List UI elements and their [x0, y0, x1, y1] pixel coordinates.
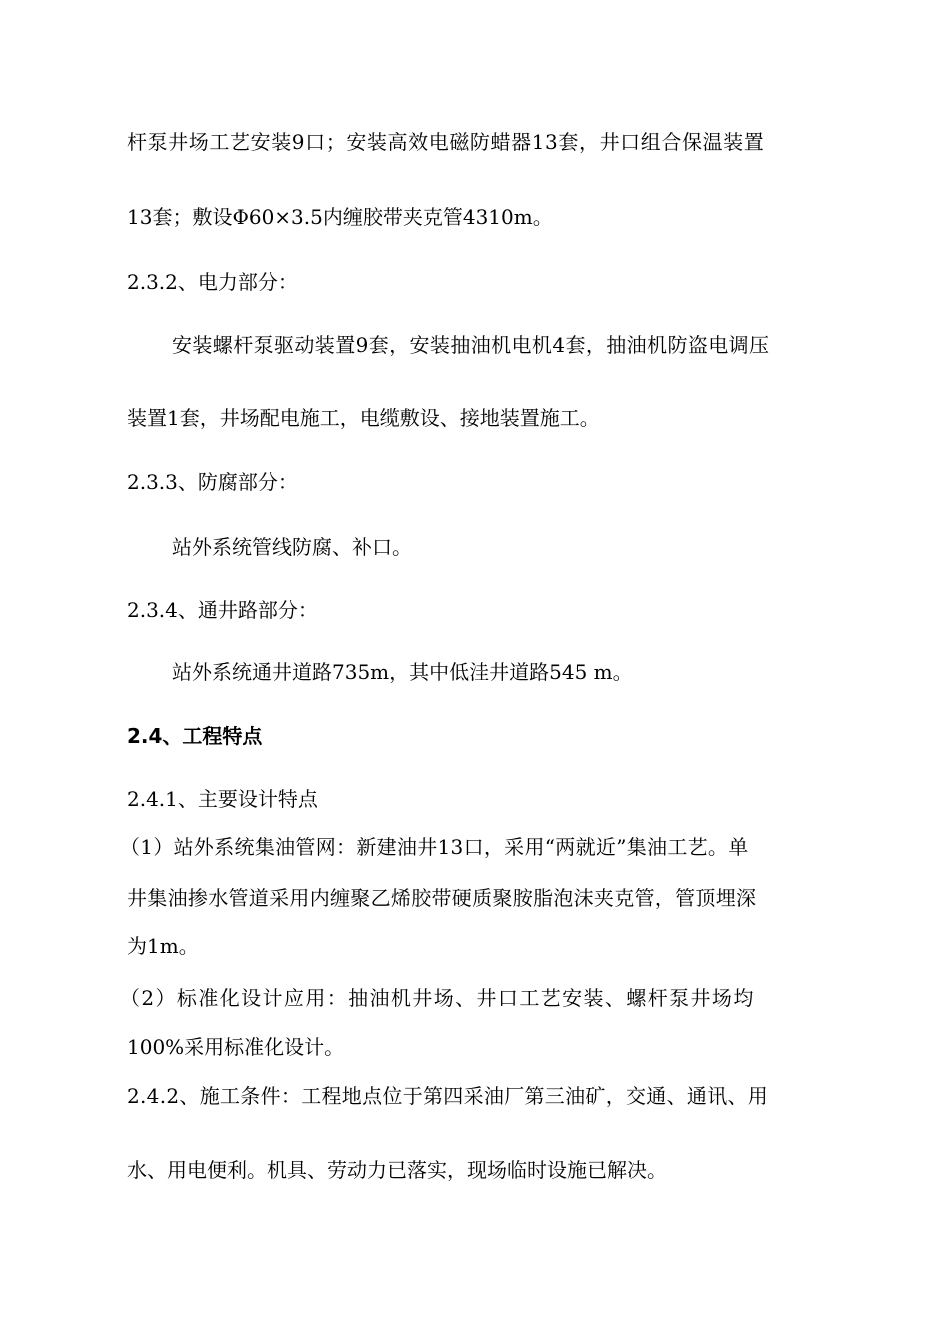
list-item-line: （1）站外系统集油管网：新建油井13口，采用“两就近”集油工艺。单 [120, 835, 749, 859]
paragraph-line: 2.4.2、施工条件：工程地点位于第四采油厂第三油矿，交通、通讯、用 [127, 1084, 769, 1108]
paragraph-line: 安装螺杆泵驱动装置9套，安装抽油机电机4套，抽油机防盗电调压 [172, 333, 770, 357]
section-heading: 2.3.2、电力部分： [127, 270, 298, 294]
paragraph-line: 杆泵井场工艺安装9口；安装高效电磁防蜡器13套，井口组合保温装置 [127, 130, 765, 154]
paragraph-line: 站外系统通井道路735m，其中低洼井道路545 m。 [172, 660, 633, 684]
section-heading: 2.3.4、通井路部分： [127, 598, 318, 622]
paragraph-line: 装置1套，井场配电施工，电缆敷设、接地装置施工。 [127, 406, 600, 430]
list-item-line: 井集油掺水管道采用内缠聚乙烯胶带硬质聚胺脂泡沫夹克管，管顶埋深 [127, 886, 757, 910]
list-item-line: 为1m。 [127, 934, 199, 958]
paragraph-line: 13套；敷设Φ60×3.5内缠胶带夹克管4310m。 [127, 205, 553, 229]
list-item-line: （2）标准化设计应用：抽油机井场、井口工艺安装、螺杆泵井场均 [120, 986, 755, 1010]
section-heading-bold: 2.4、工程特点 [127, 724, 263, 748]
paragraph-line: 站外系统管线防腐、补口。 [172, 535, 412, 559]
list-item-line: 100%采用标准化设计。 [127, 1035, 345, 1059]
paragraph-line: 水、用电便利。机具、劳动力已落实，现场临时设施已解决。 [127, 1158, 667, 1182]
subsection-heading: 2.4.1、主要设计特点 [127, 787, 318, 811]
section-heading: 2.3.3、防腐部分： [127, 470, 298, 494]
